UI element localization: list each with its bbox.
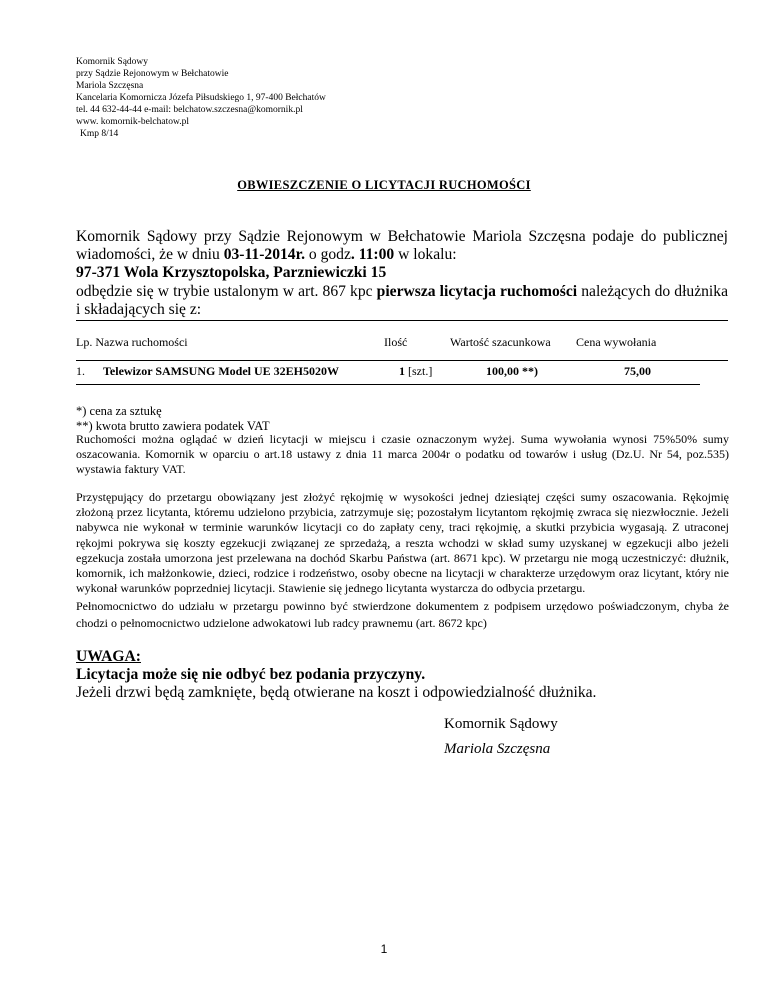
intro-dot: . (350, 246, 355, 264)
auction-time: 11:00 (354, 246, 395, 264)
row-item-name: Telewizor SAMSUNG Model UE 32EH5020W (103, 364, 339, 378)
bailiff-letterhead (76, 56, 326, 140)
col-header-value: Wartość szacunkowa (450, 335, 551, 349)
signature-role: Komornik Sądowy (444, 716, 558, 732)
document-title: OBWIESZCZENIE O LICYTACJI RUCHOMOŚCI (237, 178, 531, 192)
auction-date: 03-11-2014r. (223, 246, 305, 264)
viewing-paragraph: Ruchomości można oglądać w dzień licytacji w miejscu i czasie oznaczonym wyżej. Suma wywołania wynosi 75%50% sumy oszacowania. Komornik w oparciu o art.18 ustawy z dnia 11 marca 2004r o podatku od towarów i usług (Dz.U. Nr 54, poz.535) wystawia faktury VAT. (76, 432, 729, 477)
row-qty-unit: [szt.] (405, 364, 433, 378)
col-header-price: Cena wywołania (576, 335, 657, 349)
row-qty (399, 364, 432, 379)
row-price: 75,00 (624, 364, 651, 378)
intro-paragraph-2 (76, 283, 728, 319)
intro-text: Komornik Sądowy przy Sądzie Rejonowym w Bełchatowie Mariola Szczęsna podaje do publicznej wiadomości, że w dniu (76, 228, 728, 264)
row-qty-value: 1 (399, 364, 405, 378)
signature-name: Mariola Szczęsna (444, 741, 551, 757)
notice-line-2: Jeżeli drzwi będą zamknięte, będą otwierane na koszt i odpowiedzialność dłużnika. (76, 684, 597, 701)
letterhead-website: www. komornik-belchatow.pl (76, 117, 190, 127)
row-lp: 1. (76, 364, 85, 378)
deposit-paragraph: Przystępujący do przetargu obowiązany jest złożyć rękojmię w wysokości jednej dziesiątej części sumy oszacowania. Rękojmię złożoną przez licytanta, któremu udzielono przybicia, zatrzymuje się; pozostałym licytantom rękojmię zwraca się niezwłocznie. Jeżeli nabywca nie wykonał w terminie warunków licytacji co do zapłaty ceny, traci rękojmię, a skutki przybicia wygasają. Z utraconej rękojmi pokrywa się koszty egzekucji związanej ze sprzedażą, a reszta wchodzi w skład sumy uzyskanej w egzekucji albo jeżeli egzekucja została umorzona jest przelewana na dochód Skarbu Państwa (art. 8671 kpc). W przetargu nie mogą uczestniczyć: dłużnik, komornik, ich małżonkowie, dzieci, rodzice i rodzeństwo, osoby obecne na licytacji w charakterze urzędowym oraz licytant, który nie wykonał warunków poprzedniej licytacji. Stawienie się jednego licytanta wystarcza do odbycia przetargu. (76, 490, 729, 596)
intro-text: w lokalu: (394, 246, 457, 264)
table-bottom-divider (76, 384, 700, 385)
letterhead-contact: tel. 44 632-44-44 e-mail: belchatow.szczesna@komornik.pl (76, 105, 303, 115)
letterhead-address: Kancelaria Komornicza Józefa Piłsudskiego 1, 97-400 Bełchatów (76, 93, 326, 103)
col-header-qty: Ilość (384, 335, 408, 349)
auction-type: pierwsza licytacja ruchomości (376, 282, 578, 300)
intro-text: odbędzie się w trybie ustalonym w art. 867 kpc (76, 282, 377, 300)
page-number: 1 (380, 942, 388, 956)
footnote-unit-price: *) cena za sztukę (76, 404, 162, 418)
letterhead-line: Mariola Szczęsna (76, 81, 144, 91)
notice-section (76, 648, 596, 702)
col-header-name: Lp. Nazwa ruchomości (76, 335, 188, 349)
footnote-vat: **) kwota brutto zawiera podatek VAT (76, 419, 270, 433)
table-top-divider (76, 320, 728, 321)
power-of-attorney-paragraph: Pełnomocnictwo do udziału w przetargu powinno być stwierdzone dokumentem z podpisem urzędowo poświadczonym, chyba że chodzi o pełnomocnictwo udzielone adwokatowi lub radcy prawnemu (art. 8672 kpc) (76, 599, 729, 630)
intro-section (76, 228, 728, 319)
intro-text: o godz (304, 246, 351, 264)
footnotes (76, 404, 270, 434)
table-header-divider (76, 360, 728, 361)
letterhead-line: przy Sądzie Rejonowym w Bełchatowie (76, 69, 229, 79)
notice-heading: UWAGA: (76, 648, 141, 665)
case-number: Kmp 8/14 (80, 129, 119, 139)
notice-line-1: Licytacja może się nie odbyć bez podania przyczyny. (76, 666, 426, 683)
row-value: 100,00 **) (486, 364, 538, 378)
auction-address-text: 97-371 Wola Krzysztopolska, Parzniewiczki 15 (76, 264, 387, 282)
letterhead-line: Komornik Sądowy (76, 57, 149, 67)
auction-address (76, 264, 728, 282)
intro-text: należących do dłużnika i składających się z: (76, 282, 728, 318)
intro-paragraph (76, 228, 728, 264)
